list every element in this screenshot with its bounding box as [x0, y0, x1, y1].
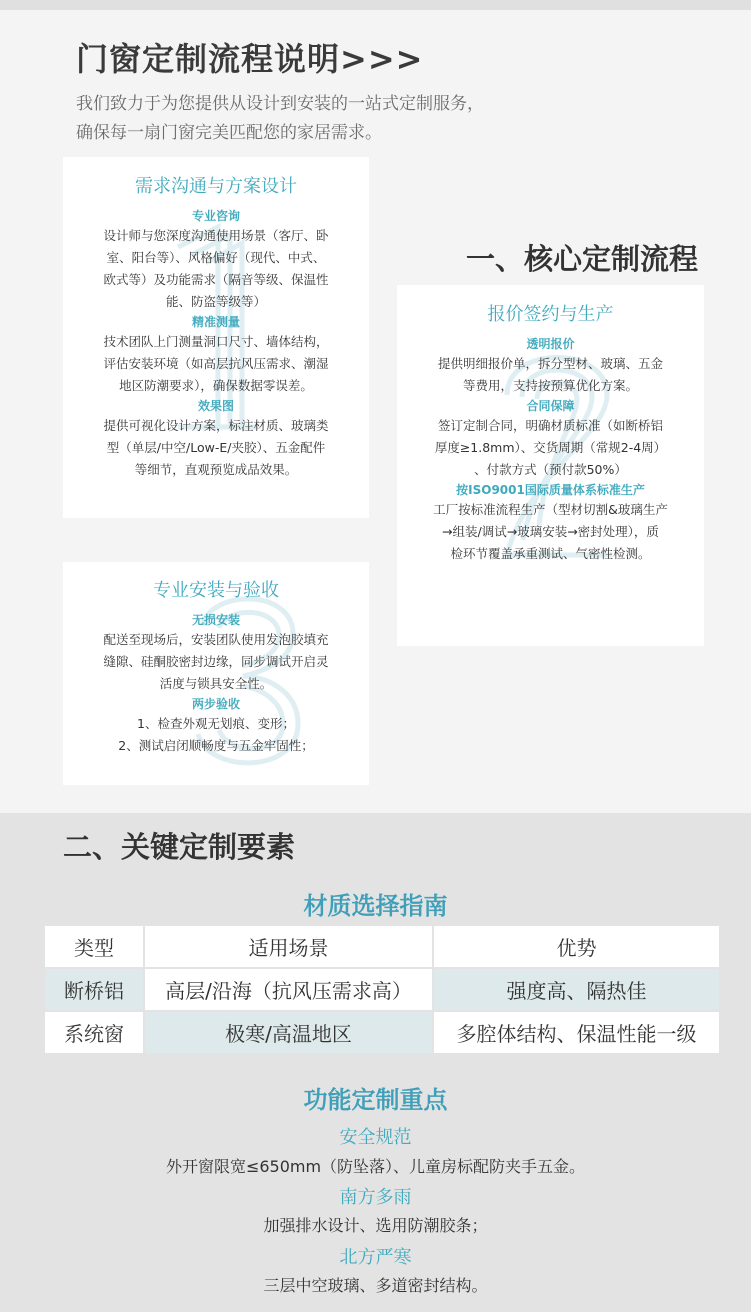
card-line: 厚度≥1.8mm）、交货周期（常规2-4周）: [434, 440, 667, 455]
table-cell: 断桥铝: [45, 969, 145, 1012]
card-line: 欧式等）及功能需求（隔音等级、保温性: [103, 272, 329, 287]
card-line: 1、检查外观无划痕、变形；: [137, 716, 295, 731]
card-line: 配送至现场后，安装团队使用发泡胶填充: [103, 632, 329, 647]
card-line: 检环节覆盖承重测试、气密性检测。: [450, 546, 651, 561]
page-title: 门窗定制流程说明>>>: [76, 40, 424, 78]
card-line: 活度与锁具安全性。: [159, 676, 273, 691]
card-line: 缝隙、硅酮胶密封边缘，同步调试开启灵: [103, 654, 329, 669]
table-row: [45, 969, 719, 1012]
card-line: 签订定制合同，明确材质标准（如断桥铝: [437, 418, 663, 433]
function-guide-title: 功能定制重点: [303, 1086, 448, 1114]
card-title: 需求沟通与方案设计: [135, 176, 297, 197]
card-line: 设计师与您深度沟通使用场景（客厅、卧: [103, 228, 329, 243]
table-header-cell: 优势: [434, 926, 719, 969]
card-subheading: 无损安装: [191, 613, 240, 627]
card-line: 等费用，支持按预算优化方案。: [462, 378, 638, 393]
card-subheading: 合同保障: [526, 399, 575, 413]
card-subheading: 两步验收: [191, 697, 240, 711]
section-title-elements: 二、关键定制要素: [63, 830, 296, 864]
requirement-text: 加强排水设计、选用防潮胶条；: [263, 1216, 488, 1235]
card-line: 等细节，直观预览成品效果。: [134, 462, 298, 477]
table-cell: 多腔体结构、保温性能一级: [434, 1012, 719, 1055]
card-line: 2、测试启闭顺畅度与五金牢固性；: [118, 738, 314, 753]
section-title-process: 一、核心定制流程: [466, 242, 699, 276]
card-paragraph: [75, 713, 357, 757]
card-line: 技术团队上门测量洞口尺寸、墙体结构，: [103, 334, 329, 349]
card-paragraph: [77, 415, 355, 481]
requirement-heading: 南方多雨: [339, 1187, 412, 1208]
card-subheading: 精准测量: [191, 315, 240, 329]
card-line: 评估安装环境（如高层抗风压需求、潮湿: [103, 356, 329, 371]
card-line: 工厂按标准流程生产（型材切割&玻璃生产: [433, 502, 668, 517]
table-cell: 强度高、隔热佳: [434, 969, 719, 1012]
requirement-text: 外开窗限宽≤650mm（防坠落）、儿童房标配防夹手五金。: [165, 1157, 586, 1176]
top-strip: [0, 0, 751, 10]
card-paragraph: [77, 331, 355, 397]
card-requirement-design: [63, 157, 369, 518]
card-title: 报价签约与生产: [487, 304, 614, 325]
card-line: 提供明细报价单，拆分型材、玻璃、五金: [437, 356, 663, 371]
card-line: 型（单层/中空/Low-E/夹胶）、五金配件: [106, 440, 326, 455]
card-subheading: 按ISO9001国际质量体系标准生产: [456, 483, 645, 497]
table-header-cell: 类型: [45, 926, 145, 969]
requirement-text: 三层中空玻璃、多道密封结构。: [263, 1276, 488, 1295]
card-paragraph: [409, 415, 692, 481]
card-title: 专业安装与验收: [153, 580, 279, 601]
table-header-cell: 适用场景: [145, 926, 434, 969]
card-paragraph: [409, 353, 692, 397]
card-subheading: 效果图: [197, 399, 234, 413]
intro-text: [76, 90, 596, 148]
requirement-heading: 北方严寒: [339, 1247, 412, 1268]
card-line: 、付款方式（预付款50%）: [474, 462, 627, 477]
card-line: →组装/调试→玻璃安装→密封处理），质: [442, 524, 659, 539]
card-line: 地区防潮要求），确保数据零误差。: [119, 378, 313, 393]
intro-line: 我们致力于为您提供从设计到安装的一站式定制服务，: [76, 94, 484, 114]
card-paragraph: [409, 499, 692, 565]
table-header-row: [45, 926, 719, 969]
card-quote-production: [397, 285, 704, 646]
table-cell: 高层/沿海（抗风压需求高）: [145, 969, 434, 1012]
card-subheading: 透明报价: [526, 337, 575, 351]
card-line: 能、防盗等级等）: [165, 294, 266, 309]
card-subheading: 专业咨询: [191, 209, 240, 223]
card-installation-acceptance: [63, 562, 369, 785]
table-cell: 极寒/高温地区: [145, 1012, 434, 1055]
card-paragraph: [75, 629, 357, 695]
material-guide-title: 材质选择指南: [303, 892, 448, 920]
card-paragraph: [77, 225, 355, 313]
material-table: [45, 926, 719, 1055]
card-line: 提供可视化设计方案，标注材质、玻璃类: [103, 418, 329, 433]
requirement-heading: 安全规范: [339, 1127, 412, 1148]
intro-line: 确保每一扇门窗完美匹配您的家居需求。: [76, 123, 382, 143]
table-cell: 系统窗: [45, 1012, 145, 1055]
card-line: 室、阳台等）、风格偏好（现代、中式、: [106, 250, 326, 265]
table-row: [45, 1012, 719, 1055]
